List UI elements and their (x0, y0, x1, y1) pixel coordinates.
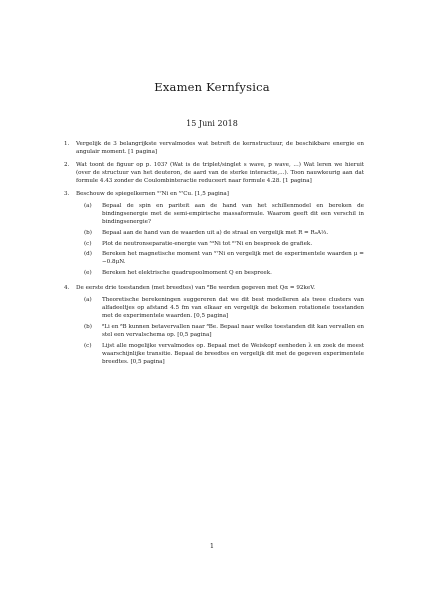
subquestion-list (76, 202, 364, 277)
question-number: 4. (64, 285, 70, 292)
subquestion-3d (76, 250, 364, 266)
question-text: Vergelijk de 3 belangrijkste vervalmodes wat betreft de kernstructuur, de beschikbare energie en angulair moment. [1 pagina] (76, 141, 364, 156)
subquestion-4a (76, 296, 364, 321)
subquestion-text: ⁸Li en ⁸B kunnen betavervallen naar ⁸Be. Bepaal naar welke toestanden dit kan vervallen en stel een vervalschema op. [0,5 pagina] (102, 323, 364, 338)
subquestion-text: Theoretische berekeningen suggereren dat we dit best modelleren als twee clusters van alfadeeltjes op afstand 4.5 fm van elkaar en vergelijk de bekomen rotationele toestanden met de experimentele waarden. [0,5 pagina] (102, 296, 364, 320)
subquestion-text: Bepaal de spin en pariteit aan de hand van het schillenmodel en bereken de bindingsenergie met de semi-empirische massaformule. Waarom geeft dit een verschil in bindingsenergie? (102, 202, 364, 226)
question-text: De eerste drie toestanden (met breedtes) van ⁸Be werden gegeven met Qα = 92keV. (76, 285, 316, 292)
subquestion-text: Bereken het magnetische moment van ⁵⁷Ni en vergelijk met de experimentele waarden μ = −0.8μN. (102, 251, 364, 266)
subquestion-4b (76, 323, 364, 339)
question-3 (64, 190, 364, 279)
subquestion-label: (a) (84, 202, 92, 209)
subquestion-label: (d) (84, 251, 92, 258)
question-list (64, 140, 364, 373)
question-4 (64, 284, 364, 369)
subquestion-label: (b) (84, 229, 92, 236)
subquestion-label: (c) (84, 342, 92, 349)
exam-date: 15 Juni 2018 (186, 119, 238, 128)
question-number: 1. (64, 141, 70, 147)
page-number: 1 (209, 542, 215, 550)
subquestion-text: Plot de neutronseparatie-energie van ⁵³Ni tot ⁶⁷Ni en bespreek de grafiek. (102, 240, 313, 247)
subquestion-4c (76, 342, 364, 367)
subquestion-text: Bereken het elektrische quadrupoolmoment Q en bespreek. (102, 269, 272, 276)
subquestion-label: (c) (84, 240, 92, 247)
subquestion-label: (b) (84, 323, 92, 330)
question-text: Beschouw de spiegelkernen ⁵⁷Ni en ⁵⁷Cu. [1,5 pagina] (76, 191, 229, 198)
subquestion-3b (76, 229, 364, 237)
exam-title: Examen Kernfysica (154, 80, 270, 94)
subquestion-label: (a) (84, 296, 92, 303)
subquestion-3c (76, 240, 364, 248)
question-2 (64, 161, 364, 186)
subquestion-label: (e) (84, 269, 92, 276)
subquestion-3a (76, 202, 364, 227)
question-number: 3. (64, 191, 70, 198)
question-1 (64, 140, 364, 156)
question-number: 2. (64, 162, 70, 168)
subquestion-text: Bepaal aan de hand van de waarden uit a) de straal en vergelijk met R = R₀A⅓. (102, 229, 329, 236)
question-text: Wat toont de figuur op p. 103? (Wat is de triplet/singlet s wave, p wave, ...) Wat leren we hieruit (over de structuur van het deuteron, de aard van de sterke interactie,...). Toon nauwkeurig aan dat formule 4.43 zonder de Coulombinteractie reduceert naar formule 4.28. [1 pagina] (76, 162, 364, 185)
subquestion-3e (76, 269, 364, 277)
subquestion-text: Lijst alle mogelijke vervalmodes op. Bepaal met de Weiskopf eenheden λ en zoek de meest waarschijnlijke transitie. Bepaal de breedtes en vergelijk dit met de gegeven experimentele breedtes. [0,5 pagina] (102, 342, 364, 365)
subquestion-list (76, 296, 364, 366)
